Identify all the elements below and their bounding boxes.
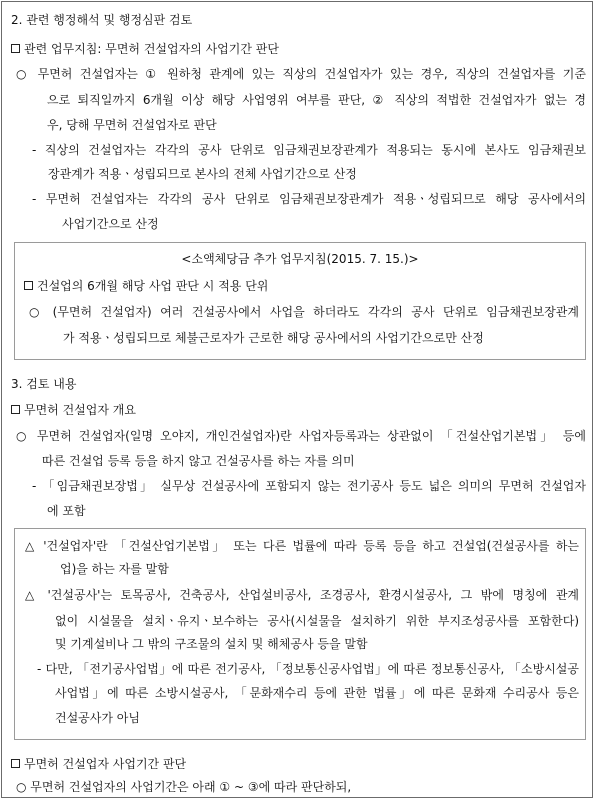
period-heading: 무면허 건설업자 사업기간 판단 [11, 756, 186, 772]
section-3-title: 3. 검토 내용 [11, 377, 77, 391]
paragraph-line: ○ 무면허 건설업자(일명 오야지, 개인건설업자)란 사업자등록과는 상관없이 「건설산업기본법」 등에 [16, 429, 586, 443]
dash-item-line: - 「임금채권보장법」 실무상 건설공사에 포함되지 않는 전기공사 등도 넓은 의미의 무면허 건설업자 [32, 479, 586, 493]
dash-item-line: - 직상의 건설업자는 각각의 공사 단위로 임금채권보장관계가 적용되는 동시에 본사도 임금채권보 [32, 143, 586, 157]
paragraph-line: 으로 퇴직일까지 6개월 이상 해당 사업영위 여부를 판단, ② 직상의 적법한 건설업자가 없는 경 [47, 93, 586, 107]
dash-item-line: 에 포함 [47, 504, 86, 518]
definition-line: 및 기계설비나 그 밖의 구조물의 설치 및 해체공사 등을 말함 [55, 637, 368, 651]
section-2-title: 2. 관련 행정해석 및 행정심판 검토 [11, 13, 193, 27]
guideline-box [14, 242, 586, 360]
checkbox-square-icon [11, 405, 20, 414]
guideline-box-header: <소액체당금 추가 업무지침(2015. 7. 15.)> [181, 252, 419, 266]
definition-line: △ '건설업자'란 「건설산업기본법」 또는 다른 법률에 따라 등록 등을 하고 건설업(건설공사를 하는 [25, 539, 579, 553]
paragraph-line: ○ 무면허 건설업자는 ① 원하청 관계에 있는 직상의 건설업자가 있는 경우, 직상의 건설업자를 기준 [16, 67, 586, 81]
definition-line: 업)을 하는 자를 말함 [60, 562, 169, 576]
paragraph-line: ○ (무면허 건설업자) 여러 건설공사에서 사업을 하더라도 각각의 공사 단위로 임금채권보장관계 [29, 305, 579, 319]
dash-item-line: - 다만, 「전기공사업법」에 따른 전기공사, 「정보통신공사업법」에 따른 정보통신공사, 「소방시설공 [37, 662, 579, 676]
overview-heading: 무면허 건설업자 개요 [11, 402, 136, 418]
dash-item-line: 건설공사가 아님 [55, 711, 140, 725]
definition-box [14, 528, 586, 740]
paragraph-line: 우, 당해 무면허 건설업자로 판단 [47, 118, 217, 132]
checkbox-square-icon [24, 281, 33, 290]
definition-line: 없이 시설물을 설치ㆍ유지ㆍ보수하는 공사(시설물을 설치하기 위한 부지조성공사를 포함한다) [55, 614, 579, 628]
paragraph-line: 따른 건설업 등록 등을 하지 않고 건설공사를 하는 자를 의미 [42, 454, 355, 468]
definition-line: △ '건설공사'는 토목공사, 건축공사, 산업설비공사, 조경공사, 환경시설공사, 그 밖에 명칭에 관계 [25, 588, 579, 602]
guideline-heading: 관련 업무지침: 무면허 건설업자의 사업기간 판단 [11, 41, 279, 57]
dash-item-line: 사업법」에 따른 소방시설공사, 「문화재수리 등에 관한 법률」에 따른 문화재 수리공사 등은 [55, 686, 579, 700]
dash-item-line: 사업기간으로 산정 [62, 217, 159, 231]
checkbox-square-icon [11, 44, 20, 53]
document-page [1, 1, 593, 798]
dash-item-line: 장관계가 적용ㆍ성립되므로 본사의 전체 사업기간으로 산정 [48, 167, 357, 181]
dash-item-line: - 무면허 건설업자는 각각의 공사 단위로 임금채권보장관계가 적용ㆍ성립되므로 해당 공사에서의 [32, 192, 586, 206]
guideline-box-item: 건설업의 6개월 해당 사업 판단 시 적용 단위 [24, 278, 268, 294]
checkbox-square-icon [11, 759, 20, 768]
paragraph-line: 가 적용ㆍ성립되므로 체불근로자가 근로한 해당 공사에서의 사업기간으로만 산정 [63, 331, 484, 345]
paragraph-line: ○ 무면허 건설업자의 사업기간은 아래 ① ~ ③에 따라 판단하되, [16, 780, 352, 794]
